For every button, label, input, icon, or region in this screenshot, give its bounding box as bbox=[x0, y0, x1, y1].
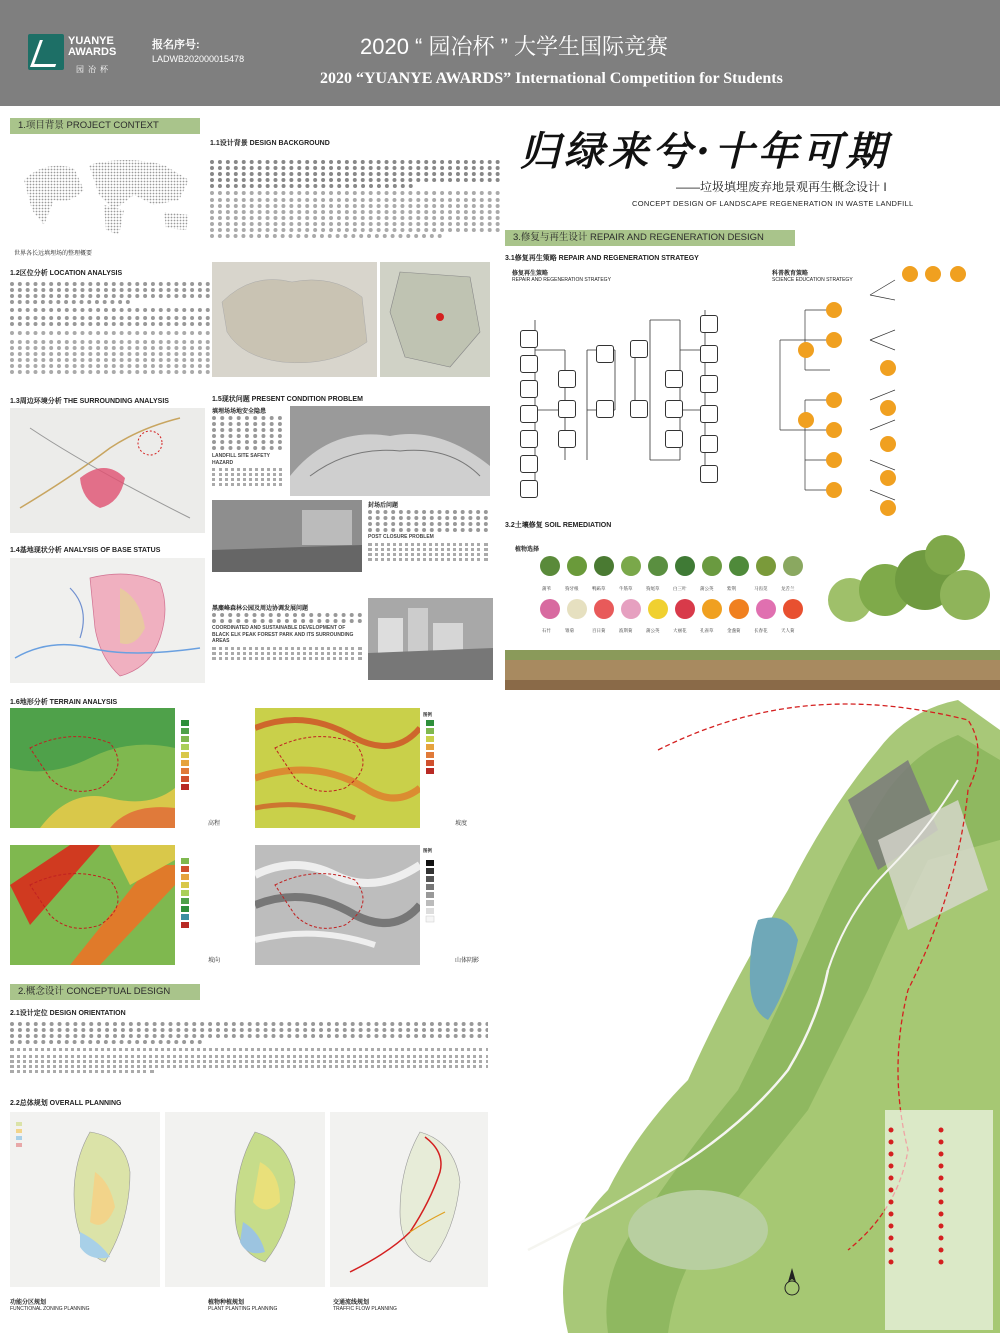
plant-palette bbox=[540, 556, 810, 642]
slope-label: 坡度 bbox=[455, 821, 468, 827]
plant-swatch-15 bbox=[648, 599, 668, 619]
plant-swatch-17 bbox=[702, 599, 722, 619]
surrounding-map bbox=[10, 408, 205, 533]
heading-design-background: 1.1设计背景 DESIGN BACKGROUND bbox=[210, 140, 330, 147]
plant-swatch-11 bbox=[540, 599, 560, 619]
hillshade-legend bbox=[423, 848, 488, 956]
plant-label-3: 鸭跖草 bbox=[592, 586, 606, 591]
plant-swatch-8 bbox=[729, 556, 749, 576]
strategy-icon-23 bbox=[700, 465, 718, 483]
plant-label-9: 马齿苋 bbox=[754, 586, 768, 591]
heading-design-orientation: 2.1设计定位 DESIGN ORIENTATION bbox=[10, 1010, 126, 1017]
project-slogan: 归绿来兮·十年可期 bbox=[520, 128, 890, 175]
plant-planting-caption-en: PLANT PLANTING PLANNING bbox=[208, 1306, 278, 1312]
header-banner bbox=[0, 0, 1000, 106]
strategy-icon-22 bbox=[700, 435, 718, 453]
strategy-icon-2 bbox=[520, 355, 538, 373]
edu-node-5 bbox=[826, 392, 842, 408]
heading-overall-planning: 2.2总体规划 OVERALL PLANNING bbox=[10, 1100, 122, 1107]
coordinated-title: 黑麋峰森林公园及周边协调发展问题 bbox=[212, 606, 309, 612]
plant-label-10: 龙舌兰 bbox=[781, 586, 795, 591]
north-arrow-icon bbox=[782, 1268, 802, 1298]
subtitle-cn: ——垃圾填埋废弃地景观再生概念设计 I bbox=[676, 180, 887, 194]
plant-label-13: 百日菊 bbox=[592, 628, 606, 633]
strategy-left-title: 修复再生策略 bbox=[512, 271, 549, 277]
strategy-icon-19 bbox=[700, 345, 718, 363]
edu-node-4 bbox=[826, 332, 842, 348]
hillshade-map bbox=[255, 845, 420, 965]
functional-zoning-caption-en: FUNCTIONAL ZONING PLANNING bbox=[10, 1306, 90, 1312]
strategy-icon-9 bbox=[558, 400, 576, 418]
plant-swatch-13 bbox=[594, 599, 614, 619]
plant-label-18: 金盏菊 bbox=[727, 628, 741, 633]
section-bar-repair-regeneration: 3.修复与再生设计 REPAIR AND REGENERATION DESIGN bbox=[505, 230, 795, 246]
strategy-icon-18 bbox=[700, 315, 718, 333]
coordinated-text bbox=[212, 611, 362, 681]
strategy-right-title-en: SCIENCE EDUCATION STRATEGY bbox=[772, 277, 853, 283]
heading-terrain-analysis: 1.6地形分析 TERRAIN ANALYSIS bbox=[10, 699, 118, 706]
edu-node-8 bbox=[826, 482, 842, 498]
heading-repair-strategy: 3.1修复再生策略 REPAIR AND REGENERATION STRATEGY bbox=[505, 255, 699, 262]
world-map bbox=[14, 150, 204, 245]
yuanye-logo bbox=[28, 30, 128, 82]
world-map-dots bbox=[14, 150, 204, 245]
competition-title-cn: 2020 “ 园冶杯 ” 大学生国际竞赛 bbox=[360, 34, 669, 59]
plant-label-5: 狗尾草 bbox=[646, 586, 660, 591]
strategy-icon-17 bbox=[665, 430, 683, 448]
slope-map bbox=[255, 708, 420, 828]
plant-swatch-14 bbox=[621, 599, 641, 619]
plant-swatch-2 bbox=[567, 556, 587, 576]
slope-legend bbox=[423, 712, 488, 828]
heading-surrounding-analysis: 1.3周边环境分析 THE SURROUNDING ANALYSIS bbox=[10, 398, 169, 405]
plant-swatch-18 bbox=[729, 599, 749, 619]
section-bar-project-context: 1.项目背景 PROJECT CONTEXT bbox=[10, 118, 200, 134]
design-background-text bbox=[210, 150, 500, 260]
logo-text: YUANYE AWARDS bbox=[68, 35, 117, 58]
plant-label-14: 波斯菊 bbox=[619, 628, 633, 633]
plant-swatch-1 bbox=[540, 556, 560, 576]
elevation-legend bbox=[178, 712, 248, 828]
heading-location-analysis: 1.2区位分析 LOCATION ANALYSIS bbox=[10, 270, 123, 277]
plant-label-6: 白三叶 bbox=[673, 586, 687, 591]
base-status-map bbox=[10, 558, 205, 683]
logo-mark-icon bbox=[28, 34, 64, 70]
plant-label-17: 孔雀草 bbox=[700, 628, 714, 633]
edu-node-13 bbox=[880, 400, 896, 416]
plant-swatch-7 bbox=[702, 556, 722, 576]
registration-label: 报名序号: bbox=[152, 39, 200, 51]
closure-title-en: POST CLOSURE PROBLEM bbox=[368, 534, 434, 540]
aspect-map bbox=[10, 845, 175, 965]
plant-planting-caption: 植物种植规划 bbox=[208, 1300, 245, 1306]
forest-park-photo bbox=[368, 598, 493, 680]
strategy-icon-16 bbox=[665, 400, 683, 418]
location-text bbox=[10, 280, 210, 390]
plant-select-title: 植物选择 bbox=[515, 547, 540, 553]
aspect-label: 坡向 bbox=[208, 958, 221, 964]
edu-node-7 bbox=[826, 452, 842, 468]
elevation-label: 高程 bbox=[208, 821, 221, 827]
strategy-left-title-en: REPAIR AND REGENERATION STRATEGY bbox=[512, 277, 611, 283]
traffic-flow-map bbox=[330, 1112, 490, 1287]
section-bar-conceptual-design: 2.概念设计 CONCEPTUAL DESIGN bbox=[10, 984, 200, 1000]
plant-label-7: 蒲公英 bbox=[700, 586, 714, 591]
plant-swatch-12 bbox=[567, 599, 587, 619]
strategy-icon-8 bbox=[558, 370, 576, 388]
edu-node-9 bbox=[902, 266, 918, 282]
plant-label-15: 蒲公英 bbox=[646, 628, 660, 633]
world-map-caption: 世界各长远填埋场的整理概要 bbox=[14, 251, 93, 257]
plant-label-1: 蒲苇 bbox=[542, 586, 551, 591]
strategy-icon-21 bbox=[700, 405, 718, 423]
plant-swatch-4 bbox=[621, 556, 641, 576]
elevation-map bbox=[10, 708, 175, 828]
landfill-photo bbox=[290, 406, 490, 496]
plant-label-12: 雏菊 bbox=[565, 628, 574, 633]
strategy-icon-4 bbox=[520, 405, 538, 423]
plant-label-11: 石竹 bbox=[542, 628, 551, 633]
registration-number: LADWB202000015478 bbox=[152, 54, 245, 64]
closure-photo bbox=[212, 500, 362, 572]
edu-node-10 bbox=[925, 266, 941, 282]
master-plan-legend bbox=[885, 1110, 993, 1330]
hillshade-legend-title: 图例 bbox=[423, 848, 432, 853]
edu-node-11 bbox=[950, 266, 966, 282]
plant-label-4: 牛筋草 bbox=[619, 586, 633, 591]
strategy-icon-1 bbox=[520, 330, 538, 348]
plant-planting-map bbox=[165, 1112, 325, 1287]
plant-swatch-6 bbox=[675, 556, 695, 576]
logo-sub: 园冶杯 bbox=[76, 65, 112, 74]
location-map-province bbox=[380, 262, 490, 377]
slope-legend-title: 图例 bbox=[423, 712, 432, 717]
competition-title-en: 2020 “YUANYE AWARDS” International Competition for Students bbox=[320, 70, 783, 87]
edu-node-12 bbox=[880, 360, 896, 376]
trees-illustration bbox=[800, 520, 1000, 650]
aspect-legend bbox=[178, 848, 248, 964]
strategy-icon-20 bbox=[700, 375, 718, 393]
strategy-icon-11 bbox=[596, 345, 614, 363]
heading-base-status: 1.4基地现状分析 ANALYSIS OF BASE STATUS bbox=[10, 547, 161, 554]
strategy-icon-7 bbox=[520, 480, 538, 498]
plant-label-16: 大丽花 bbox=[673, 628, 687, 633]
heading-present-condition: 1.5现状问题 PRESENT CONDITION PROBLEM bbox=[212, 396, 363, 403]
edu-node-1 bbox=[798, 342, 814, 358]
strategy-icon-12 bbox=[596, 400, 614, 418]
edu-node-15 bbox=[880, 470, 896, 486]
plant-label-20: 天人菊 bbox=[781, 628, 795, 633]
subtitle-en: CONCEPT DESIGN OF LANDSCAPE REGENERATION IN WASTE LANDFILL bbox=[632, 199, 914, 208]
strategy-icon-5 bbox=[520, 430, 538, 448]
plant-label-8: 紫荆 bbox=[727, 586, 736, 591]
plant-label-2: 狗牙根 bbox=[565, 586, 579, 591]
plant-label-19: 长春花 bbox=[754, 628, 768, 633]
closure-text bbox=[368, 508, 488, 578]
strategy-icon-14 bbox=[630, 400, 648, 418]
landfill-hazard-text bbox=[212, 414, 282, 494]
edu-node-3 bbox=[826, 302, 842, 318]
edu-node-14 bbox=[880, 436, 896, 452]
landfill-hazard-en: LANDFILL SITE SAFETY HAZARD bbox=[212, 453, 270, 466]
strategy-right-title: 科普教育策略 bbox=[772, 271, 809, 277]
strategy-icon-15 bbox=[665, 370, 683, 388]
plant-swatch-3 bbox=[594, 556, 614, 576]
plant-swatch-5 bbox=[648, 556, 668, 576]
heading-soil-remediation: 3.2土壤修复 SOIL REMEDIATION bbox=[505, 522, 612, 529]
traffic-flow-caption-en: TRAFFIC FLOW PLANNING bbox=[333, 1306, 397, 1312]
strategy-icon-10 bbox=[558, 430, 576, 448]
traffic-flow-caption: 交通流线规划 bbox=[333, 1300, 370, 1306]
edu-node-2 bbox=[798, 412, 814, 428]
functional-zoning-caption: 功能分区规划 bbox=[10, 1300, 47, 1306]
coordinated-title-en: COORDINATED AND SUSTAINABLE DEVELOPMENT OF BLACK ELK PEAK FOREST PARK AND ITS SURROUNDING AREAS bbox=[212, 625, 354, 644]
landfill-hazard-title: 填埋场场地安全隐患 bbox=[212, 409, 267, 415]
functional-zoning-map bbox=[10, 1112, 160, 1287]
plant-swatch-16 bbox=[675, 599, 695, 619]
closure-title: 封场后问题 bbox=[368, 503, 399, 509]
location-map-china bbox=[212, 262, 377, 377]
strategy-icon-13 bbox=[630, 340, 648, 358]
edu-node-6 bbox=[826, 422, 842, 438]
plant-swatch-9 bbox=[756, 556, 776, 576]
design-orientation-text bbox=[10, 1020, 490, 1090]
hillshade-label: 山体阴影 bbox=[455, 958, 480, 964]
edu-node-16 bbox=[880, 500, 896, 516]
strategy-icon-6 bbox=[520, 455, 538, 473]
strategy-icon-3 bbox=[520, 380, 538, 398]
plant-swatch-19 bbox=[756, 599, 776, 619]
